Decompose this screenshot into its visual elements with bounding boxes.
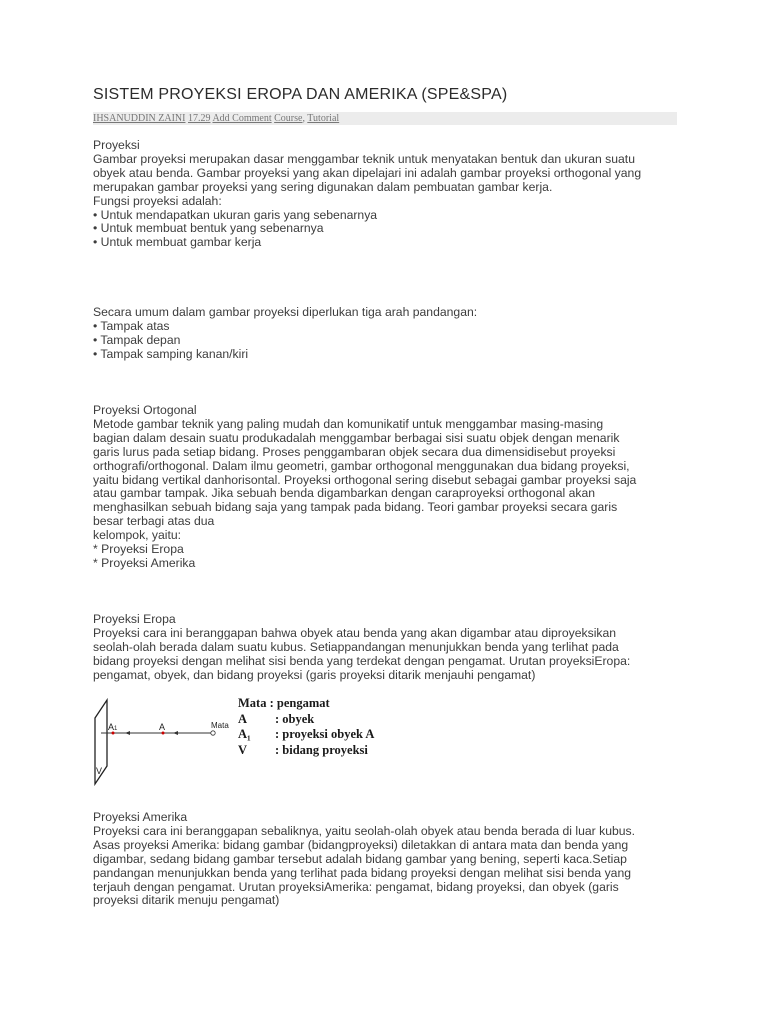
legend-value: : obyek [275, 711, 315, 726]
label-v: V [96, 766, 103, 776]
paragraph-line: Proyeksi cara ini beranggapan sebaliknya, yaitu seolah-olah obyek atau benda berada di luar kubus. [93, 823, 636, 838]
label-a1: A1 [108, 722, 118, 732]
legend-key: A [238, 711, 248, 726]
paragraph-line: pengamat, obyek, dan bidang proyeksi (garis proyeksi ditarik menjauhi pengamat) [93, 667, 536, 682]
paragraph-line: garis lurus pada setiap bidang. Proses penggambaran objek secara dua dimensidisebut proyeksi [93, 444, 616, 459]
paragraph-line: yaitu bidang vertikal danhorisontal. Proyeksi orthogonal sering disebut sebagai gambar proyeksi saja [93, 472, 637, 487]
category-course-link[interactable]: Course [274, 113, 303, 124]
list-item: • Tampak atas [93, 318, 170, 333]
paragraph-line: bidang proyeksi dengan melihat sisi benda yang terdekat dengan pengamat. Urutan proyeksiEropa: [93, 653, 631, 668]
eye-point [211, 731, 215, 735]
list-item: * Proyeksi Amerika [93, 555, 196, 570]
section-pandangan [93, 306, 683, 362]
arrow-head-a [173, 731, 178, 735]
time-link[interactable]: 17.29 [188, 113, 211, 124]
comment-link[interactable]: Add Comment [212, 113, 272, 124]
section-proyeksi [93, 139, 683, 250]
label-mata: Mata [211, 721, 229, 730]
section-heading: Proyeksi Amerika [93, 810, 188, 824]
legend-row [238, 696, 330, 712]
category-tutorial-link[interactable]: Tutorial [307, 113, 340, 124]
paragraph-line: Fungsi proyeksi adalah: [93, 193, 222, 208]
paragraph-line: menghasilkan sebuah bidang saja yang tampak pada bidang. Teori gambar proyeksi secara garis [93, 500, 618, 515]
label-a: A [159, 722, 166, 732]
paragraph-line: besar terbagi atas dua [93, 514, 215, 529]
paragraph-line: orthografi/orthogonal. Dalam ilmu geometri, gambar orthogonal menggunakan dua bidang proyeksi, [93, 458, 630, 473]
page-title: SISTEM PROYEKSI EROPA DAN AMERIKA (SPE&SPA) [93, 86, 508, 103]
section-amerika [93, 811, 683, 908]
list-item: * Proyeksi Eropa [93, 542, 184, 557]
post-meta-bar [93, 112, 677, 125]
section-eropa [93, 613, 683, 683]
paragraph-line: Proyeksi cara ini beranggapan bahwa obyek atau benda yang akan digambar atau diproyeksikan [93, 625, 617, 640]
paragraph-line: terjauh dengan pengamat. Urutan proyeksiAmerika: pengamat, bidang proyeksi, dan obyek (garis [93, 879, 619, 894]
paragraph-line: obyek atau benda. Gambar proyeksi yang akan dipelajari ini adalah gambar proyeksi orthogonal yang [93, 165, 642, 180]
legend-key: A₁ [238, 727, 251, 741]
section-ortogonal [93, 404, 683, 571]
list-item: • Untuk membuat bentuk yang sebenarnya [93, 221, 324, 236]
legend-value: : proyeksi obyek A [275, 727, 375, 741]
legend-row [238, 712, 330, 728]
paragraph-line: Gambar proyeksi merupakan dasar menggambar teknik untuk menyatakan bentuk dan ukuran suatu [93, 151, 635, 166]
list-item: • Untuk membuat gambar kerja [93, 235, 262, 250]
paragraph-line: Asas proyeksi Amerika: bidang gambar (bidangproyeksi) diletakkan di antara mata dan benda yang [93, 837, 629, 852]
paragraph-line: kelompok, yaitu: [93, 528, 182, 543]
legend-key: V [238, 742, 248, 757]
paragraph-line: merupakan gambar proyeksi yang sering digunakan dalam pembuatan gambar kerja. [93, 179, 553, 194]
section-heading: Proyeksi [93, 138, 140, 152]
paragraph-line: digambar, sedang bidang gambar tersebut adalah bidang gambar yang bening, seperti kaca.Setiap [93, 851, 627, 866]
author-link[interactable]: IHSANUDDIN ZAINI [93, 113, 186, 124]
meta-separator: , [302, 113, 305, 124]
diagram-legend [238, 696, 375, 758]
legend-value: : bidang proyeksi [275, 742, 368, 757]
section-heading: Proyeksi Ortogonal [93, 403, 197, 417]
paragraph-line: seolah-olah berada dalam suatu kubus. Setiappandangan menunjukkan benda yang terlihat pada [93, 639, 619, 654]
arrow-head-a1 [125, 731, 130, 735]
list-item: • Tampak samping kanan/kiri [93, 346, 249, 361]
legend-row [238, 742, 368, 759]
paragraph-line: atau gambar tampak. Jika sebuah benda digambarkan dengan caraproyeksi orthogonal akan [93, 486, 596, 501]
paragraph-line: Secara umum dalam gambar proyeksi diperlukan tiga arah pandangan: [93, 305, 478, 319]
legend-row [238, 727, 375, 743]
paragraph-line: bagian dalam desain suatu produkadalah menggambar berbagai sisi suatu objek dengan menarik [93, 430, 620, 445]
legend-text: Mata : pengamat [238, 696, 330, 710]
list-item: • Tampak depan [93, 332, 181, 347]
paragraph-line: proyeksi ditarik menuju pengamat) [93, 893, 280, 908]
section-heading: Proyeksi Eropa [93, 612, 176, 626]
paragraph-line: pandangan menunjukkan benda yang terlihat pada bidang proyeksi dengan melihat sisi benda yang [93, 865, 631, 880]
paragraph-line: Metode gambar teknik yang paling mudah dan komunikatif untuk menggambar masing-masing [93, 416, 604, 431]
list-item: • Untuk mendapatkan ukuran garis yang sebenarnya [93, 207, 378, 222]
